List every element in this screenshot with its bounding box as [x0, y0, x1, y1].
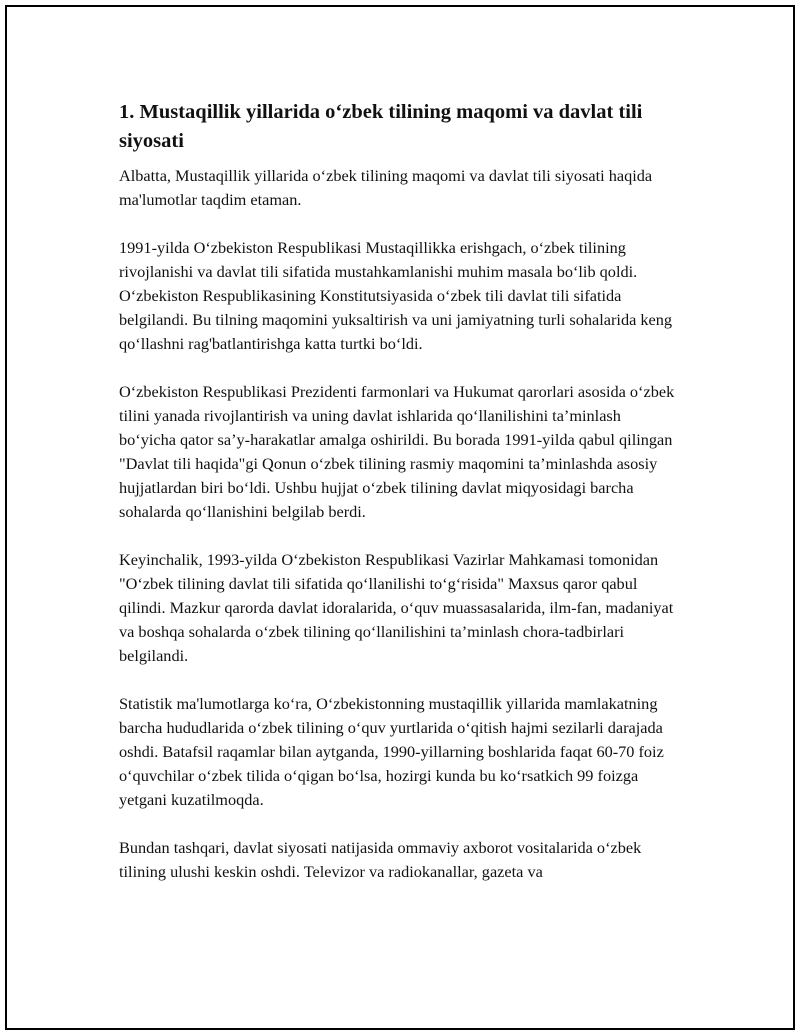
paragraph-independence-1991: 1991-yilda O‘zbekiston Respublikasi Mustaqillikka erishgach, o‘zbek tilining rivojlanishi va davlat tili sifatida mustahkamlanishi muhim masala bo‘lib qoldi. O‘zbekiston Respublikasining Konstitutsiyasida o‘zbek tili davlat tili sifatida belgilandi. Bu tilning maqomini yuksaltirish va uni jamiyatning turli sohalarida keng qo‘llashni rag'batlantirishga katta turtki bo‘ldi.: [119, 238, 673, 353]
page-border: [5, 5, 795, 1030]
paragraph-cabinet-resolution-1993: Keyinchalik, 1993-yilda O‘zbekiston Respublikasi Vazirlar Mahkamasi tomonidan "O‘zbek tilining davlat tili sifatida qo‘llanilishi to‘g‘risida" Maxsus qaror qabul qilindi. Mazkur qarorda davlat idoralarida, o‘quv muassasalarida, ilm-fan, madaniyat va boshqa sohalarda o‘zbek tilining qo‘llanilishini ta’minlash chora-tadbirlari belgilandi.: [119, 550, 674, 665]
paragraph-intro: Albatta, Mustaqillik yillarida o‘zbek tilining maqomi va davlat tili siyosati haqida ma'lumotlar taqdim etaman.: [119, 166, 653, 209]
paragraph-mass-media: Bundan tashqari, davlat siyosati natijasida ommaviy axborot vositalarida o‘zbek tilining ulushi keskin oshdi. Televizor va radiokanallar, gazeta va: [119, 838, 642, 881]
document-body: [119, 98, 679, 908]
paragraph-state-language-law: O‘zbekiston Respublikasi Prezidenti farmonlari va Hukumat qarorlari asosida o‘zbek tilini yanada rivojlantirish va uning davlat ishlarida qo‘llanilishini ta’minlash bo‘yicha qator sa’y-harakatlar amalga oshirildi. Bu borada 1991-yilda qabul qilingan "Davlat tili haqida"gi Qonun o‘zbek tilining rasmiy maqomini ta’minlashda asosiy hujjatlardan biri bo‘ldi. Ushbu hujjat o‘zbek tilining davlat miqyosidagi barcha sohalarda qo‘llanishini belgilab berdi.: [119, 382, 675, 521]
paragraph-statistics: Statistik ma'lumotlarga ko‘ra, O‘zbekistonning mustaqillik yillarida mamlakatning barcha hududlarida o‘zbek tilining o‘quv yurtlarida o‘qitish hajmi sezilarli darajada oshdi. Batafsil raqamlar bilan aytganda, 1990-yillarning boshlarida faqat 60-70 foiz o‘quvchilar o‘zbek tilida o‘qigan bo‘lsa, hozirgi kunda bu ko‘rsatkich 99 foizga yetgani kuzatilmoqda.: [119, 694, 664, 809]
section-heading: 1. Mustaqillik yillarida o‘zbek tilining maqomi va davlat tili siyosati: [119, 101, 643, 152]
